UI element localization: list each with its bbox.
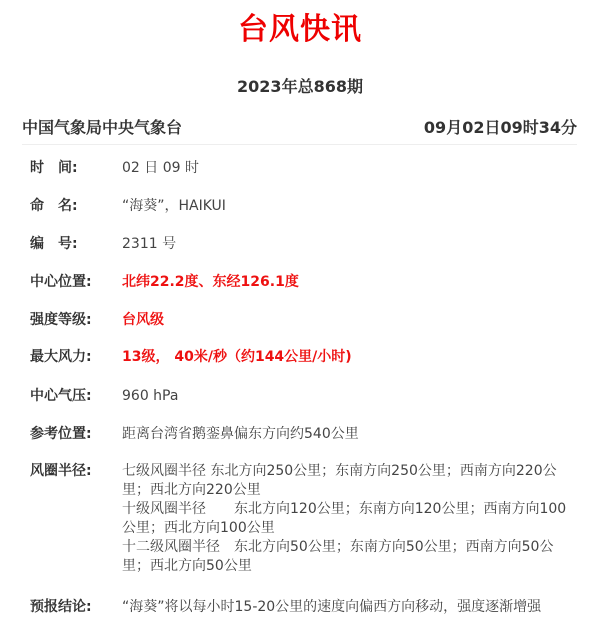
field-label: 最大风力: <box>30 349 92 365</box>
field-intensity-level <box>30 311 570 330</box>
issued-time: 09月02日09时34分 <box>423 118 577 137</box>
field-label: 中心位置: <box>30 274 92 290</box>
wind-radius-7: 七级风圈半径 东北方向250公里；东南方向250公里；西南方向220公里；西北方向220公里 <box>122 463 557 498</box>
field-reference-position <box>30 425 570 444</box>
field-label: 参考位置: <box>30 426 92 442</box>
wind-radius-values <box>122 462 570 576</box>
header-divider <box>22 144 577 145</box>
wind-radius-10: 十级风圈半径 东北方向120公里；东南方向120公里；西南方向100公里；西北方向100公里 <box>122 501 567 536</box>
field-value: “海葵”将以每小时15-20公里的速度向偏西方向移动，强度逐渐增强 <box>122 599 542 615</box>
field-label: 风圈半径: <box>30 463 92 479</box>
field-label: 命 名: <box>30 198 78 214</box>
field-value: 960 hPa <box>122 388 179 404</box>
field-time <box>30 159 570 178</box>
field-label: 强度等级: <box>30 312 92 328</box>
field-value: 距离台湾省鹅銮鼻偏东方向约540公里 <box>122 426 359 442</box>
page-title: 台风快讯 <box>238 12 362 47</box>
field-label: 编 号: <box>30 236 78 252</box>
field-wind-radius <box>30 462 570 576</box>
field-label: 时 间: <box>30 160 78 176</box>
field-label: 预报结论: <box>30 599 92 615</box>
field-center-position <box>30 273 570 292</box>
bulletin-header <box>22 117 577 139</box>
field-value: 台风级 <box>122 312 164 328</box>
issue-number: 2023年总868期 <box>237 77 363 96</box>
field-value: 北纬22.2度、东经126.1度 <box>122 274 299 290</box>
agency-name: 中国气象局中央气象台 <box>22 118 183 137</box>
field-value: 13级， 40米/秒（约144公里/小时) <box>122 349 352 365</box>
field-name <box>30 197 570 216</box>
field-value: “海葵”，HAIKUI <box>122 198 226 214</box>
wind-radius-12: 十二级风圈半径 东北方向50公里；东南方向50公里；西南方向50公里；西北方向50公里 <box>122 539 554 574</box>
field-max-wind <box>30 348 570 367</box>
field-label: 中心气压: <box>30 388 92 404</box>
field-value: 2311 号 <box>122 236 177 252</box>
field-center-pressure <box>30 387 570 406</box>
field-number <box>30 235 570 254</box>
field-forecast-conclusion <box>30 598 570 617</box>
field-value: 02 日 09 时 <box>122 160 199 176</box>
